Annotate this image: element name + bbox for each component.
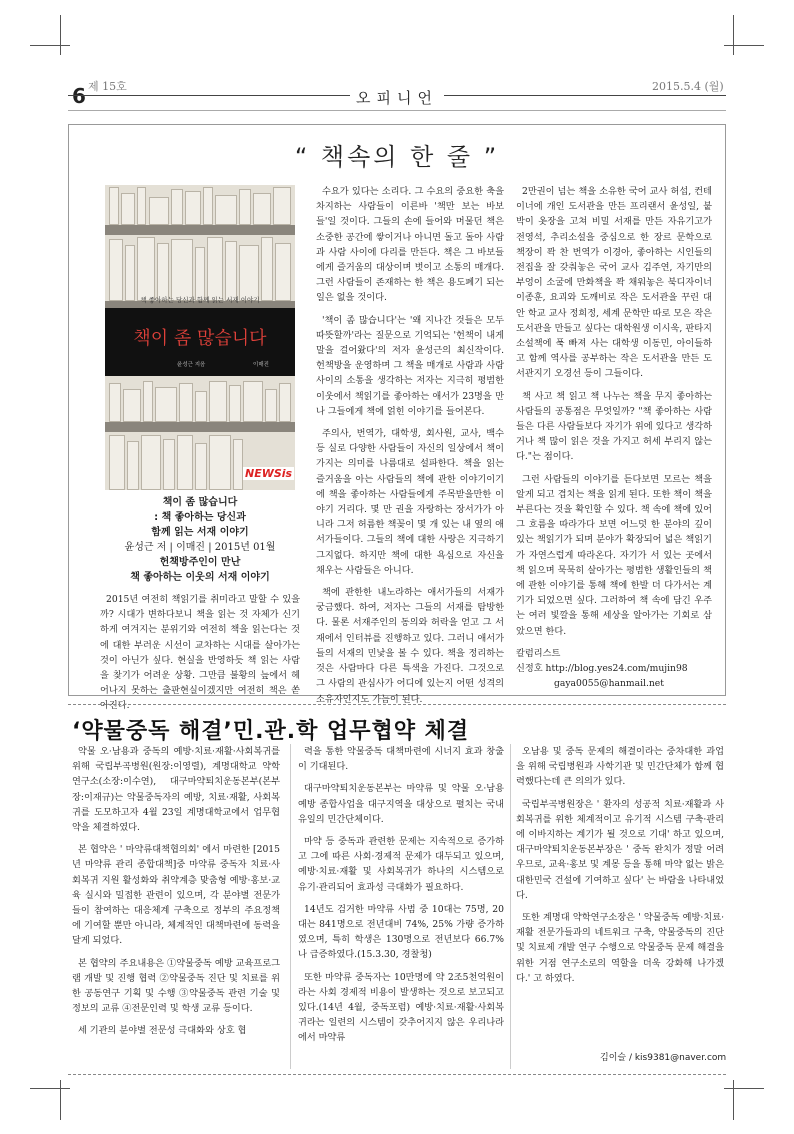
columnist-email: gaya0055@hanmail.net [554, 678, 664, 690]
book-column-title: “ 책속의 한 줄 ” [294, 143, 500, 171]
caption-meta: 윤성근 저 | 이매진 | 2015년 01월 [124, 542, 276, 553]
article-headline: ‘약물중독 해결’민.관.학 업무협약 체결 [72, 719, 470, 744]
book-cover-subtitle: 책 좋아하는 당신과 함께 읽는 서재 이야기 [140, 296, 260, 304]
columnist-blog: 신정호 http://blog.yes24.com/mujin98 [516, 663, 688, 675]
bottom-divider [68, 1074, 726, 1075]
article-paragraph: 또한 계명대 약학연구소장은 ' 약물중독 예방·치료·재활 전문가들과의 네트워크 구축, 약물중독의 진단 및 치료제 개발 연구 수행으로 약물중독 문제 해결을 위한 거점 연구소로의 역할을 더욱 강화해 나가겠다.' 고 하였다. [516, 912, 724, 984]
column-rule [290, 744, 291, 1069]
book-cover-publisher: 이매진 [253, 362, 269, 368]
column-rule [510, 744, 511, 1069]
book-paragraph: 2만권이 넘는 책을 소유한 국어 교사 허섭, 컨테이너에 개인 도서관을 만든 프리랜서 윤성일, 붙박이 옷장을 고쳐 비밀 서재를 만든 자유기고가 전영석, 추리소설을 중심으로 한 장르 문학으로 책장이 꽉 찬 번역가 이경아, 좋아하는 시인들의 전집을 잘 갖춰놓은 국어 교사 김주연, 자기만의 부엉이 소굴에 만화책을 꽉 채워놓은 북디자이너 이종훈, 요괴와 도깨비로 작은 도서관을 꾸린 대안 학교 교사 정희정, 세계 문학만 따로 모은 작은 도서관을 만들고 싶다는 대학원생 이시욱, 판타지 소설책에 푹 빠져 사는 대학생 이동민, 아이들하고 함께 역사를 공부하는 작은 도서관을 만든 도서관지기 오경선 등이 그들이다. [516, 186, 712, 380]
section-divider [68, 704, 726, 705]
book-cover-title: 책이 좀 많습니다 [133, 328, 267, 349]
caption-subtitle-1: : 책 좋아하는 당신과 [154, 512, 246, 523]
book-paragraph: '책이 좀 많습니다'는 '왜 지나간 것들은 모두 따뜻할까'라는 질문으로 기억되는 '헌책이 내게 말을 걸어왔다'의 저자 윤성근의 최신작이다. 헌책방을 운영하며 그 책을 매개로 사람과 사람 사이의 소통을 생각하는 저자는 지극히 평범한 이웃에서 책읽기를 좋아하는 애서가 23명을 만나 그들에게 책에 얽힌 이야기를 들어본다. [316, 314, 504, 417]
book-caption [100, 495, 300, 585]
book-paragraph: 2015년 여전히 책읽기를 취미라고 말할 수 있을까? 시대가 변하다보니 책을 읽는 것 자체가 신기하게 여겨지는 분위기와 여전히 책을 읽는다는 것에 대한 부러운 시선이 교차하는 시대를 살아가는 것이 아닌가 싶다. 현실을 반영하듯 책 읽는 사람을 찾기가 어려운 상황. 그만큼 불황의 늪에서 헤어나지 못하는 출판현실이겠지만 여전히 책은 쏟아진다. [100, 594, 300, 712]
issue-date: 2015.5.4 (월) [652, 80, 724, 93]
article-col1 [72, 744, 280, 1046]
caption-tagline-2: 책 좋아하는 이웃의 서재 이야기 [130, 572, 270, 583]
caption-title: 책이 좀 많습니다 [162, 497, 238, 508]
article-paragraph: 본 협약은 ' 마약류대책협의회' 에서 마련한 [2015년 마약류 관리 종합대책]중 마약류 중독자 치료·사회복귀 지원 활성화와 취약계층 맞춤형 예방·홍보·교육 실시와 밀접한 관련이 있으며, 각 분야별 전문가들이 참여하는 대응체계 구축으로 정부의 주요정책에 기여할 뿐만 아니라, 체계적인 대책마련에 동력을 달게 되었다. [72, 844, 280, 947]
article-paragraph: 본 협약의 주요내용은 ①약물중독 예방 교육프로그램 개발 및 진행 협력 ②약물중독 진단 및 치료를 위한 공동연구 기획 및 수행 ③약물중독 관련 기술 및 정보의 교류 ④전문인력 및 학생 교류 등이다. [72, 957, 280, 1015]
section-label: 오피니언 [356, 89, 438, 107]
article-col3 [516, 744, 724, 993]
book-paragraph: 주의사, 번역가, 대학생, 회사원, 교사, 백수 등 실로 다양한 사람들이 자신의 일상에서 책이 가지는 의미를 나름대로 설파한다. 책을 읽는 즐거움을 아는 사람들의 책에 관한 이야기이기에 책을 좋아하는 사람들에게 주목받을만한 이야기 거리다. 몇 만 권을 자랑하는 장서가가 아니라 그저 허름한 책꽂이 몇 개 있는 내 옆의 애서가들이다. 그들의 책에 대한 사랑은 지극하기 그지없다. 하지만 책에 대한 욕심으로 자신을 채우는 사람들은 아니다. [316, 428, 504, 576]
article-col2 [298, 744, 504, 1053]
book-paragraph: 책에 관한한 내노라하는 애서가들의 서재가 궁금했다. 하여, 저자는 그들의 서재를 탐방한다. 물론 서재주인의 동의와 허락을 얻고 그 서재에서 인터뷰를 진행하고 있다. 그러니 애서가들의 서재의 민낯을 볼 수 있다. 책을 정리하는 것은 사람마다 다른 특색을 가진다. 그것으로 그 사람의 관심사가 어디에 있는지 어떤 성격의 소유자인지도 가늠이 된다. [316, 587, 504, 705]
article-paragraph: 국립부곡병원장은 ' 환자의 성공적 치료·재활과 사회복귀를 위한 체계적이고 유기적 시스템 구축·관리에 이바지하는 계기가 될 것으로 기대' 하고 있으며, 대구마약퇴치운동본부장은 ' 중독 완치가 정말 어려우므로, 교육·홍보 및 계몽 등을 통해 마약 없는 밝은 대한민국 건설에 기여하고 싶다' 는 바람을 나타내었다. [516, 798, 724, 901]
book-cover-author: 윤성근 지음 [177, 362, 206, 368]
issue-number: 제 15호 [88, 80, 127, 93]
book-paragraph: 그런 사람들의 이야기를 듣다보면 모르는 책을 알게 되고 겹치는 책을 읽게 된다. 또한 책이 책을 부른다는 것을 확인할 수 있다. 책 속에 책에 있어 그 흐름을 따라가다 보면 어느덧 한 분야의 깊이 있는 책읽기가 되며 분야가 확장되어 넓은 책읽기가 자연스럽게 따라온다. 자기가 서 있는 곳에서 책 읽으며 묵묵히 살아가는 평범한 생활인들의 책에 관한 이야기를 통해 책에 한발 더 다가서는 계기가 되었으면 싶다. 그러하여 책 속에 담긴 우주는 여러 빛깔을 통해 세상을 알아가는 기회로 삼았으면 한다. [516, 473, 712, 637]
caption-tagline-1: 헌책방주인이 만난 [159, 557, 241, 568]
book-column-col1 [100, 592, 300, 721]
book-paragraph: 책 사고 책 읽고 책 나누는 책을 무지 좋아하는 사람들의 공통점은 무엇일까? "책 좋아하는 사람들은 다른 사람들보다 자기가 위에 있다고 생각하거나 책 많이 읽은 것을 가지고 허세 부리지 않는다."는 점이다. [516, 390, 712, 463]
header-rule-bottom [68, 110, 726, 111]
book-cover-image [105, 185, 295, 490]
article-paragraph: 오남용 및 중독 문제의 해결이라는 중차대한 과업을 위해 국립병원과 사학기관 및 민간단체가 함께 협력했다는데 큰 의의가 있다. [516, 746, 724, 788]
article-paragraph: 마약 등 중독과 관련한 문제는 지속적으로 증가하고 그에 따른 사회·경제적 문제가 대두되고 있으며, 예방·치료·재활 및 사회복귀가 하나의 시스템으로 유기·관리되어 효과성 극대화가 필요하다. [298, 836, 504, 893]
article-paragraph: 대구마약퇴치운동본부는 마약류 및 약물 오·남용 예방 종합사업을 대구지역을 대상으로 펼치는 국내 유일의 민간단체이다. [298, 783, 504, 825]
article-paragraph: 14년도 검거한 마약류 사범 중 10대는 75명, 20대는 841명으로 전년대비 74%, 25% 가량 증가하였으며, 특히 학생은 130명으로 전년보다 66.7%나 급증하였다.(15.3.30, 경찰청) [298, 903, 504, 961]
page-number: 6 [72, 84, 86, 108]
newsis-stamp: NEWSis [245, 467, 293, 480]
article-paragraph: 력을 통한 약물중독 대책마련에 시너지 효과 창출이 기대된다. [298, 746, 504, 773]
section-label-box [350, 87, 444, 105]
article-paragraph: 또한 마약류 중독자는 10만명에 약 2조5천억원이라는 사회 경제적 비용이 발생하는 것으로 보고되고 있다.(14년 4월, 중독포럼) 예방·치료·재활·사회복귀라는 일련의 시스템이 갖추어지지 않은 우리나라에서 마약류 [298, 971, 504, 1044]
article-byline: 김이슬 / kis9381@naver.com [600, 1053, 727, 1063]
caption-subtitle-2: 함께 읽는 서재 이야기 [151, 527, 249, 538]
article-paragraph: 약물 오·남용과 중독의 예방·치료·재활·사회복귀를 위해 국립부곡병원(원장:이영렬), 계명대학교 약학연구소(소장:이수연), 대구마약퇴치운동본부(본부장:이재규)는 약물중독자의 예방, 치료·재활, 사회복귀를 도모하고자 4월 23일 계명대학교에서 업무협약을 체결하였다. [72, 746, 280, 834]
book-column-col2 [316, 184, 504, 714]
book-cover-band [105, 296, 295, 376]
columnist-label: 칼럼리스트 [516, 647, 561, 659]
book-column-col3 [516, 184, 712, 692]
article-paragraph: 세 기관의 분야별 전문성 극대화와 상호 협 [78, 1025, 247, 1037]
book-paragraph: 수요가 있다는 소리다. 그 수요의 중요한 축을 차지하는 사람들이 이른바 '책만 보는 바보들'일 것이다. 그들의 손에 들어와 머물던 책은 소중한 공간에 쌓이거나 아니면 돌고 돌아 사람과 사람 사이에 다리를 만든다. 책은 그 바보들에게 즐거움의 대상이며 벗이고 소통의 매개다. 그런 사람들이 존재하는 한 책은 용도폐기 되는 일은 없을 것이다. [316, 186, 504, 304]
